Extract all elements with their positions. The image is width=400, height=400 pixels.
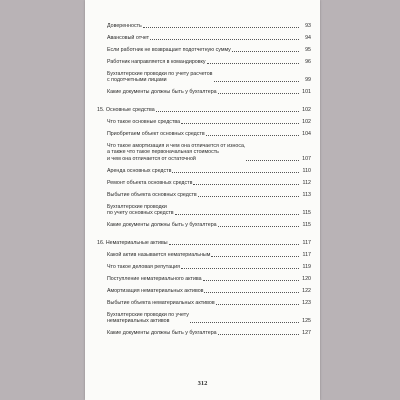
- entry-title: Какие документы должны быть у бухгалтера: [107, 88, 217, 95]
- entry-title: Бухгалтерские проводки по учету расчетов с подотчетными лицами: [107, 70, 213, 84]
- dot-leader: [181, 268, 299, 269]
- entry-page-number: 107: [302, 155, 311, 162]
- table-of-contents: [97, 23, 311, 336]
- dot-leader: [218, 226, 299, 227]
- entry-title: Бухгалтерские проводки по учету основных средств: [107, 203, 174, 216]
- dot-leader: [181, 123, 299, 124]
- entry-page-number: 110: [302, 167, 311, 174]
- dot-leader: [198, 196, 299, 197]
- dot-leader: [203, 280, 299, 281]
- entry-page-number: 122: [302, 287, 311, 294]
- dot-leader: [211, 256, 299, 257]
- entry-page-number: 117: [302, 240, 311, 247]
- entry-title: Если работник не возвращает подотчетную сумму: [107, 46, 231, 53]
- entry-title: Выбытие объекта основных средств: [107, 191, 197, 198]
- entry-page-number: 119: [302, 264, 311, 271]
- entry-title: Какой актив называется нематериальным: [107, 252, 211, 259]
- dot-leader: [218, 93, 299, 94]
- entry-page-number: 115: [302, 221, 311, 228]
- entry-page-number: 113: [302, 191, 311, 198]
- toc-entry: [97, 143, 311, 162]
- entry-title: Ремонт объекта основных средств: [107, 179, 193, 186]
- spacer: [97, 228, 311, 240]
- entry-title: Авансовый отчет: [107, 34, 150, 41]
- entry-page-number: 102: [302, 119, 311, 126]
- entry-title: Что такое амортизация и чем она отличается от износа, а также что такое первоначальная стоимость и чем она отличается от остаточной: [107, 143, 246, 162]
- entry-page-number: 93: [305, 23, 311, 29]
- entry-page-number: 125: [302, 318, 311, 325]
- entry-title: Поступление нематериального актива: [107, 275, 202, 282]
- dot-leader: [216, 304, 299, 305]
- dot-leader: [207, 63, 299, 64]
- toc-entry: [97, 204, 311, 217]
- entry-page-number: 96: [305, 58, 311, 65]
- entry-title: Доверенность: [107, 23, 142, 29]
- toc-entry: [97, 330, 311, 336]
- dot-leader: [214, 81, 300, 82]
- dot-leader: [150, 39, 299, 40]
- dot-leader: [175, 214, 299, 215]
- dot-leader: [156, 111, 299, 112]
- entry-title: Аренда основных средств: [107, 167, 172, 174]
- entry-title: Приобретаем объект основных средств: [107, 131, 205, 138]
- entry-page-number: 123: [302, 299, 311, 306]
- entry-title: Что такое основные средства: [107, 119, 181, 126]
- dot-leader: [218, 334, 299, 335]
- toc-entry: [97, 312, 311, 325]
- entry-page-number: 117: [302, 252, 311, 259]
- entry-page-number: 104: [302, 131, 311, 138]
- entry-title: Бухгалтерские проводки по учету нематериальных активов: [107, 311, 189, 325]
- dot-leader: [143, 27, 299, 28]
- entry-page-number: 102: [302, 107, 311, 114]
- entry-title: 16. Нематериальные активы: [97, 240, 168, 247]
- entry-title: Какие документы должны быть у бухгалтера: [107, 221, 217, 228]
- dot-leader: [172, 172, 299, 173]
- entry-title: Работник направляется в командировку: [107, 58, 206, 65]
- toc-entry: [97, 71, 311, 84]
- dot-leader: [232, 51, 299, 52]
- entry-page-number: 94: [305, 34, 311, 41]
- dot-leader: [246, 160, 299, 161]
- dot-leader: [169, 244, 299, 245]
- entry-page-number: 95: [305, 46, 311, 53]
- page-number: 312: [197, 380, 208, 387]
- entry-page-number: 115: [302, 209, 311, 216]
- book-page: [85, 0, 320, 400]
- entry-title: Какие документы должны быть у бухгалтера: [107, 329, 217, 336]
- entry-title: Выбытие объекта нематериальных активов: [107, 299, 215, 306]
- entry-page-number: 120: [302, 275, 311, 282]
- entry-page-number: 99: [305, 77, 311, 84]
- entry-page-number: 101: [302, 88, 311, 95]
- dot-leader: [190, 322, 299, 323]
- dot-leader: [204, 292, 299, 293]
- entry-title: 15. Основные средства: [97, 107, 155, 114]
- entry-page-number: 127: [302, 329, 311, 336]
- entry-title: Амортизация нематериальных активов: [107, 287, 204, 294]
- dot-leader: [206, 135, 299, 136]
- dot-leader: [193, 184, 299, 185]
- spacer: [97, 95, 311, 107]
- entry-page-number: 112: [302, 179, 311, 186]
- entry-title: Что такое деловая репутация: [107, 264, 180, 271]
